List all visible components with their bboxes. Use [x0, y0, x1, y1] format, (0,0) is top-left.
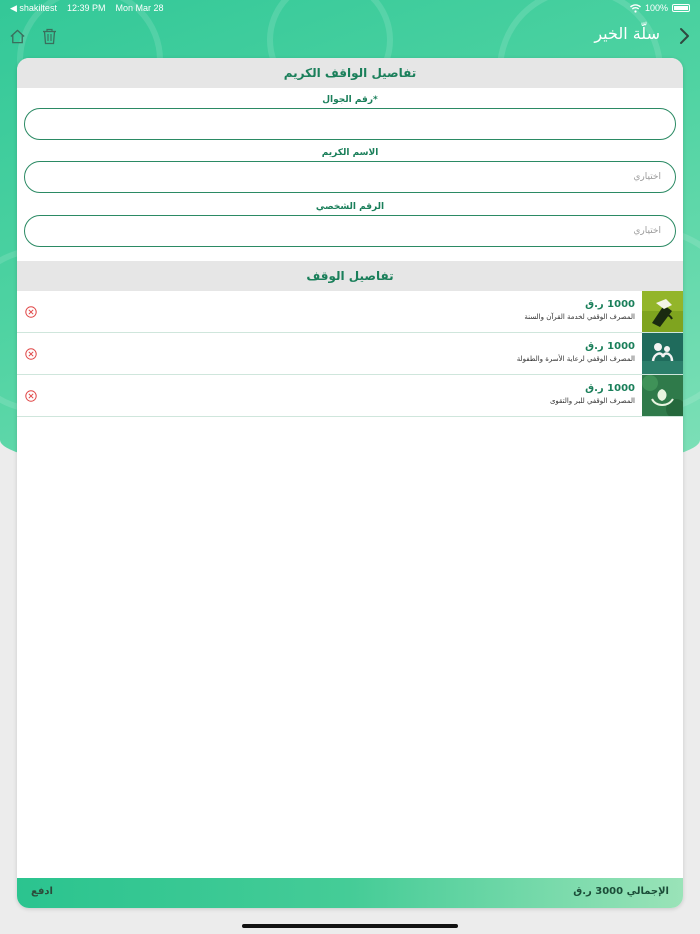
remove-item-icon[interactable]: [25, 390, 37, 402]
item-description: المصرف الوقفي لخدمة القرآن والسنة: [524, 313, 635, 321]
name-label: الاسم الكريم: [321, 148, 379, 158]
item-description: المصرف الوقفي للبر والتقوى: [549, 397, 635, 405]
status-date: Mon Mar 28: [115, 3, 164, 13]
personal-id-label: الرقم الشخصي: [315, 202, 385, 212]
cart-footer: [17, 878, 683, 908]
list-item: [17, 333, 683, 375]
righteousness-thumbnail: [642, 375, 683, 416]
item-amount: 1000 ر.ق: [585, 341, 635, 352]
trash-icon: [42, 28, 57, 45]
list-item: [17, 291, 683, 333]
quran-service-thumbnail: [642, 291, 683, 332]
phone-input[interactable]: [24, 108, 676, 140]
back-to-app[interactable]: ◀ shakiltest: [10, 2, 57, 13]
name-input[interactable]: [24, 161, 676, 193]
nav-bar: [0, 22, 700, 50]
personal-id-input[interactable]: [24, 215, 676, 247]
item-amount: 1000 ر.ق: [585, 299, 635, 310]
waqf-details-header: تفاصيل الوقف: [17, 261, 683, 291]
donor-details-header: تفاصيل الواقف الكريم: [17, 58, 683, 88]
home-button[interactable]: [7, 26, 27, 46]
item-amount: 1000 ر.ق: [585, 383, 635, 394]
pay-button[interactable]: ادفع: [31, 886, 53, 897]
home-icon: [9, 28, 26, 45]
status-bar: [0, 0, 700, 16]
cart-total: الإجمالي 3000 ر.ق: [573, 886, 669, 897]
battery-percent: 100%: [644, 3, 668, 13]
remove-item-icon[interactable]: [25, 306, 37, 318]
list-item: [17, 375, 683, 417]
chevron-right-icon: [678, 27, 690, 45]
wifi-icon: [630, 4, 641, 13]
clear-cart-button[interactable]: [39, 26, 59, 46]
home-indicator[interactable]: [242, 924, 458, 928]
remove-item-icon[interactable]: [25, 348, 37, 360]
status-time: 12:39 PM: [66, 3, 106, 13]
family-care-thumbnail: [642, 333, 683, 374]
back-button[interactable]: [674, 26, 694, 46]
page-title: سلّة الخير: [594, 24, 660, 43]
phone-label: رقم الجوال*: [322, 95, 378, 105]
cart-card: [17, 58, 683, 908]
item-description: المصرف الوقفي لرعاية الأسرة والطفولة: [516, 355, 635, 363]
battery-icon: [672, 4, 690, 12]
